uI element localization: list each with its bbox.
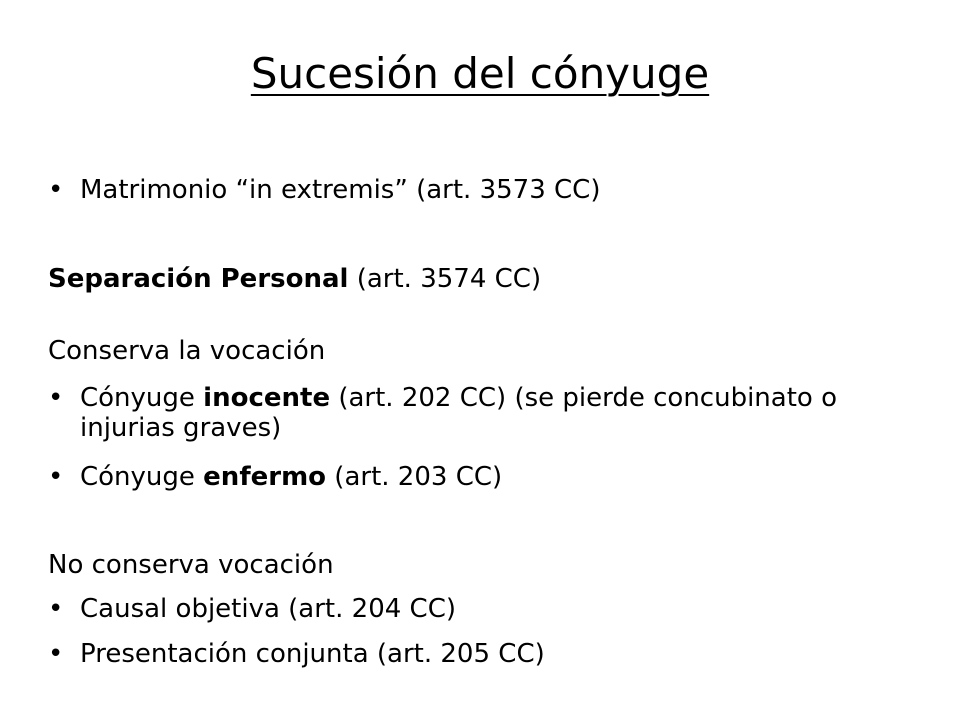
bullet-item-extremis: Matrimonio “in extremis” (art. 3573 CC): [80, 175, 601, 205]
enfermo-bold: enfermo: [203, 462, 327, 492]
separacion-line: [48, 262, 541, 296]
bullet-item-causal: Causal objetiva (art. 204 CC): [80, 594, 456, 624]
enfermo-prefix: Cónyuge: [80, 462, 204, 492]
bullet-icon: •: [48, 462, 64, 492]
no-conserva-heading: No conserva vocación: [48, 550, 334, 580]
separacion-bold: Separación Personal: [48, 264, 349, 294]
inocente-suffix: (art. 202 CC) (se pierde concubinato o injurias graves): [80, 383, 837, 443]
bullet-icon: •: [48, 594, 64, 624]
bullet-item-presentacion: Presentación conjunta (art. 205 CC): [80, 639, 545, 669]
bullet-icon: •: [48, 175, 64, 205]
enfermo-suffix: (art. 203 CC): [326, 462, 503, 492]
bullet-icon: •: [48, 639, 64, 669]
conserva-heading: Conserva la vocación: [48, 336, 326, 366]
slide-title: Sucesión del cónyuge: [250, 49, 710, 98]
separacion-rest: (art. 3574 CC): [348, 264, 542, 294]
inocente-prefix: Cónyuge: [80, 383, 204, 413]
bullet-item-inocente: [80, 383, 930, 443]
inocente-bold: inocente: [203, 383, 331, 413]
bullet-icon: •: [48, 383, 64, 413]
bullet-item-enfermo: [80, 460, 930, 494]
